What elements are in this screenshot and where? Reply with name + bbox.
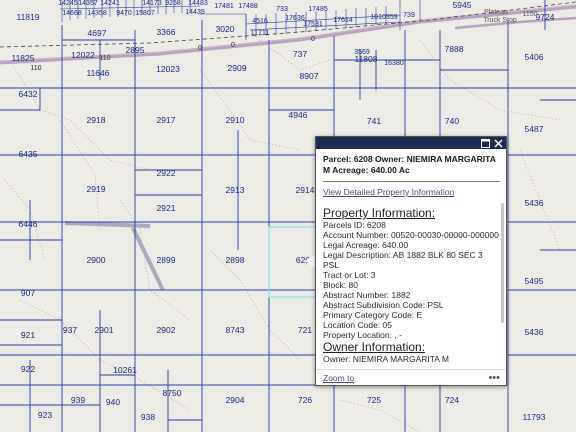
parcel-label[interactable]: 741 bbox=[366, 116, 382, 126]
view-detailed-info-link[interactable]: View Detailed Property Information bbox=[323, 187, 455, 197]
parcel-label[interactable]: 923 bbox=[37, 410, 53, 420]
parcel-label[interactable]: 11646 bbox=[86, 68, 110, 78]
parcel-label[interactable]: 2918 bbox=[86, 115, 106, 125]
field-block: Block: 80 bbox=[323, 280, 358, 290]
more-actions-icon[interactable]: ••• bbox=[488, 371, 500, 384]
field-account-number: Account Number: 00520-00030-00000-000000 bbox=[323, 230, 499, 240]
parcel-label[interactable]: 4697 bbox=[87, 28, 107, 38]
parcel-label[interactable]: 739 bbox=[403, 12, 415, 19]
parcel-label[interactable]: 721 bbox=[297, 325, 313, 335]
field-parcel-id: Parcels ID: 6208 bbox=[323, 220, 386, 230]
parcel-label[interactable]: 2901 bbox=[94, 325, 114, 335]
parcel-label[interactable]: 14483 bbox=[188, 0, 208, 7]
parcel-label[interactable]: 5945 bbox=[452, 0, 472, 10]
popup-header bbox=[316, 137, 506, 149]
parcel-label[interactable]: 922 bbox=[20, 364, 36, 374]
parcel-label[interactable]: 733 bbox=[276, 6, 288, 13]
popup-body[interactable] bbox=[316, 149, 506, 369]
field-abstract-subdivision: Abstract Subdivision Code: PSL bbox=[323, 300, 444, 310]
parcel-label[interactable]: 9724 bbox=[535, 12, 555, 22]
parcel-label[interactable]: 726 bbox=[297, 395, 313, 405]
parcel-label[interactable]: 8907 bbox=[299, 71, 319, 81]
parcel-label[interactable]: 737 bbox=[292, 49, 308, 59]
parcel-label[interactable]: 2922 bbox=[156, 168, 176, 178]
parcel-label[interactable]: 11793 bbox=[522, 412, 546, 422]
parcel-label[interactable]: 5487 bbox=[524, 124, 544, 134]
property-info-heading: Property Information: bbox=[323, 206, 436, 220]
parcel-label[interactable]: 5406 bbox=[524, 52, 544, 62]
parcel-label[interactable]: 16380 bbox=[384, 60, 404, 67]
parcel-label[interactable]: 12022 bbox=[71, 50, 95, 60]
parcel-label[interactable]: 2904 bbox=[225, 395, 245, 405]
parcel-label[interactable]: 2910 bbox=[225, 115, 245, 125]
parcel-label[interactable]: 940 bbox=[105, 397, 121, 407]
parcel-label[interactable]: 14357 bbox=[78, 0, 98, 7]
field-tract-lot: Tract or Lot: 3 bbox=[323, 270, 376, 280]
parcel-label[interactable]: 2909 bbox=[227, 63, 247, 73]
parcel-label[interactable]: 2914 bbox=[295, 185, 315, 195]
parcel-label[interactable]: 17531 bbox=[303, 21, 323, 28]
road-label: 0 bbox=[231, 42, 235, 49]
parcel-label[interactable]: 2899 bbox=[156, 255, 176, 265]
parcel-label[interactable]: 3569 bbox=[354, 49, 370, 56]
parcel-label[interactable]: 3020 bbox=[215, 24, 235, 34]
field-abstract-number: Abstract Number: 1882 bbox=[323, 290, 411, 300]
parcel-label[interactable]: 5495 bbox=[524, 276, 544, 286]
parcel-label[interactable]: 724 bbox=[444, 395, 460, 405]
parcel-label[interactable]: 4946 bbox=[288, 110, 308, 120]
zoom-to-link[interactable]: Zoom to bbox=[323, 372, 355, 383]
parcel-label[interactable]: 11808 bbox=[354, 54, 378, 64]
parcel-label[interactable]: 11711 bbox=[250, 30, 270, 37]
dock-icon[interactable] bbox=[481, 139, 490, 148]
parcel-label[interactable]: 15807 bbox=[135, 10, 155, 17]
parcel-label[interactable]: 9470 bbox=[116, 10, 132, 17]
parcel-label[interactable]: 8750 bbox=[162, 388, 182, 398]
popup-footer bbox=[316, 369, 506, 385]
parcel-label[interactable]: 14668 bbox=[62, 10, 82, 17]
parcel-info-popup bbox=[315, 136, 507, 386]
parcel-label[interactable]: 921 bbox=[20, 330, 36, 340]
parcel-label[interactable]: 14173 bbox=[142, 0, 162, 7]
parcel-label[interactable]: 17636 bbox=[285, 15, 305, 22]
parcel-label[interactable]: 2902 bbox=[156, 325, 176, 335]
parcel-label[interactable]: 14241 bbox=[100, 0, 120, 7]
parcel-label[interactable]: 4516 bbox=[252, 18, 268, 25]
field-legal-acreage: Legal Acreage: 640.00 bbox=[323, 240, 409, 250]
parcel-label[interactable]: 5436 bbox=[524, 327, 544, 337]
field-property-location: Property Location: , - bbox=[323, 330, 402, 340]
parcel-label[interactable]: 740 bbox=[444, 116, 460, 126]
parcel-label[interactable]: 14358 bbox=[87, 10, 107, 17]
parcel-label[interactable]: 2895 bbox=[125, 45, 145, 55]
parcel-label[interactable]: 9258 bbox=[165, 0, 181, 7]
close-icon[interactable] bbox=[494, 139, 503, 148]
parcel-label[interactable]: 11825 bbox=[11, 53, 35, 63]
parcel-label[interactable]: 14245 bbox=[58, 0, 78, 7]
parcel-label[interactable]: 10261 bbox=[113, 365, 137, 375]
parcel-label[interactable]: 620 bbox=[295, 255, 311, 265]
owner-info-heading: Owner Information: bbox=[323, 340, 426, 354]
parcel-label[interactable]: 14439 bbox=[185, 9, 205, 16]
parcel-label[interactable]: 2919 bbox=[86, 184, 106, 194]
popup-scrollbar[interactable] bbox=[501, 203, 504, 323]
parcel-label[interactable]: 17481 bbox=[214, 3, 234, 10]
parcel-label[interactable]: 6432 bbox=[18, 89, 38, 99]
parcel-label[interactable]: 8743 bbox=[225, 325, 245, 335]
popup-title: Parcel: 6208 Owner: NIEMIRA MARGARITA M Acreage: 640.00 Ac bbox=[323, 154, 500, 182]
parcel-label[interactable]: 11819 bbox=[16, 12, 40, 22]
parcel-label[interactable]: 6446 bbox=[18, 219, 38, 229]
parcel-label[interactable]: 12023 bbox=[156, 64, 180, 74]
parcel-label[interactable]: 938 bbox=[140, 412, 156, 422]
road-label: 0 bbox=[198, 45, 202, 52]
field-location-code: Location Code: 05 bbox=[323, 320, 392, 330]
parcel-label[interactable]: 2917 bbox=[156, 115, 176, 125]
parcel-label[interactable]: 2898 bbox=[225, 255, 245, 265]
parcel-label[interactable]: 7888 bbox=[444, 44, 464, 54]
parcel-label[interactable]: 725 bbox=[366, 395, 382, 405]
parcel-label[interactable]: 2913 bbox=[225, 185, 245, 195]
field-legal-description: Legal Description: AB 1882 BLK 80 SEC 3 PSL bbox=[323, 250, 483, 270]
parcel-label[interactable]: 5436 bbox=[524, 198, 544, 208]
parcel-label[interactable]: 17488 bbox=[238, 3, 258, 10]
field-owner: Owner: NIEMIRA MARGARITA M bbox=[323, 354, 449, 364]
parcel-label[interactable]: 2900 bbox=[86, 255, 106, 265]
parcel-label[interactable]: 6435 bbox=[18, 149, 38, 159]
place-label-plateau: Plateau bbox=[484, 9, 508, 16]
field-primary-category: Primary Category Code: E bbox=[323, 310, 423, 320]
parcel-label[interactable]: 17614 bbox=[333, 17, 353, 24]
parcel-label[interactable]: 939 bbox=[70, 395, 86, 405]
parcel-label[interactable]: 937 bbox=[62, 325, 78, 335]
parcel-label[interactable]: 3366 bbox=[156, 27, 176, 37]
road-label: 0 bbox=[311, 36, 315, 43]
road-label: 110 bbox=[30, 65, 42, 72]
place-label-truck-stop: Truck Stop bbox=[483, 17, 517, 24]
parcel-label[interactable]: 2921 bbox=[156, 203, 176, 213]
parcel-label[interactable]: 907 bbox=[20, 288, 36, 298]
road-label: 1150 bbox=[522, 11, 538, 18]
parcel-label[interactable]: 1010359 bbox=[370, 14, 398, 21]
road-label: 110 bbox=[99, 55, 111, 62]
parcel-label[interactable]: 17485 bbox=[308, 6, 328, 13]
